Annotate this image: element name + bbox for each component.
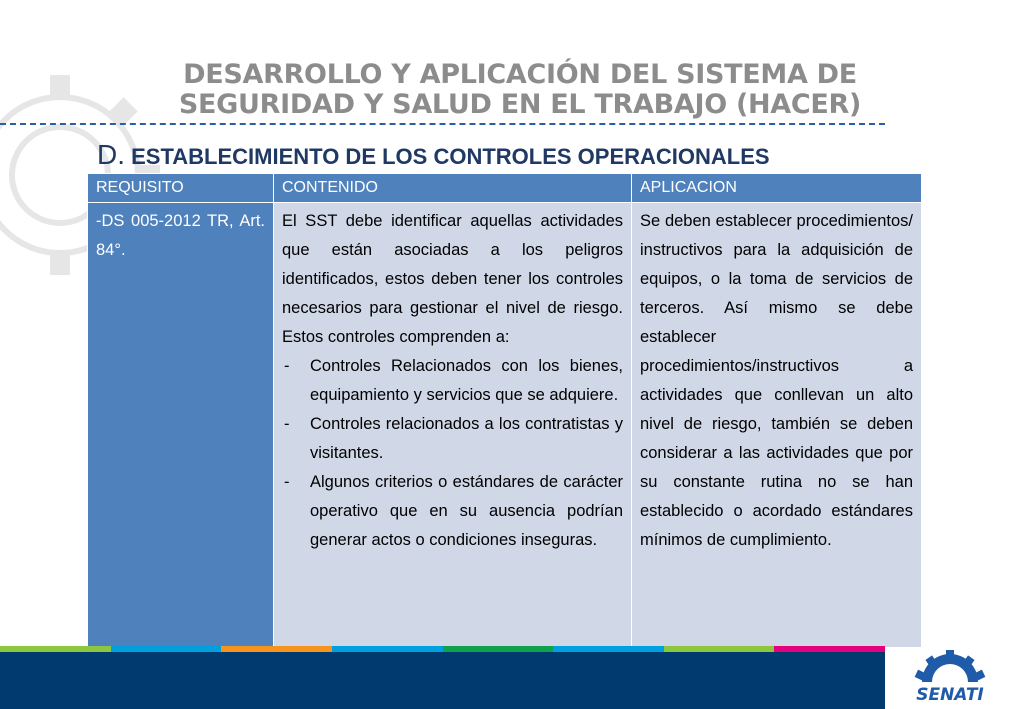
list-item bbox=[282, 410, 623, 468]
header-requisito: REQUISITO bbox=[88, 174, 274, 203]
table-header-row bbox=[88, 174, 922, 203]
requirements-table bbox=[87, 173, 922, 648]
bullet-marker: - bbox=[284, 473, 290, 491]
footer-color-strip bbox=[0, 646, 885, 652]
bullet-text: Algunos criterios o estándares de carácter operativo que en su ausencia podrían generar actos o condiciones inseguras. bbox=[310, 473, 623, 549]
cell-aplicacion: Se deben establecer procedimientos/ instructivos para la adquisición de equipos, o la toma de servicios de terceros. Así mismo se debe establecer procedimientos/instructivos a actividades que conllevan un alto nivel de riesgo, también se deben considerar a las actividades que por su constante rutina no se han establecido o acordado estándares mínimos de cumplimiento. bbox=[632, 203, 922, 648]
color-strip-segment bbox=[443, 646, 554, 652]
cell-contenido bbox=[274, 203, 632, 648]
dashed-divider bbox=[0, 123, 885, 125]
list-item bbox=[282, 468, 623, 555]
cell-requisito: -DS 005-2012 TR, Art. 84°. bbox=[88, 203, 274, 648]
color-strip-segment bbox=[553, 646, 664, 652]
page-title bbox=[150, 60, 890, 120]
color-strip-segment bbox=[332, 646, 443, 652]
color-strip-segment bbox=[111, 646, 222, 652]
title-line-2: SEGURIDAD Y SALUD EN EL TRABAJO (HACER) bbox=[178, 89, 862, 120]
color-strip-segment bbox=[0, 646, 111, 652]
table-row bbox=[88, 203, 922, 648]
footer-band bbox=[0, 646, 885, 709]
senati-logo bbox=[900, 648, 1000, 704]
color-strip-segment bbox=[221, 646, 332, 652]
logo-text: SENATI bbox=[916, 685, 984, 704]
header-contenido: CONTENIDO bbox=[274, 174, 632, 203]
bullet-marker: - bbox=[284, 357, 290, 375]
contenido-intro: El SST debe identificar aquellas actividades que están asociadas a los peligros identificados, estos deben tener los controles necesarios para gestionar el nivel de riesgo. Estos controles comprenden a: bbox=[282, 212, 623, 346]
color-strip-segment bbox=[774, 646, 885, 652]
subtitle-letter: D. bbox=[97, 139, 125, 170]
subtitle-text: ESTABLECIMIENTO DE LOS CONTROLES OPERACIONALES bbox=[131, 144, 770, 169]
bullet-text: Controles Relacionados con los bienes, equipamiento y servicios que se adquiere. bbox=[310, 357, 623, 404]
section-subtitle bbox=[97, 140, 770, 172]
contenido-bullet-list bbox=[282, 352, 623, 555]
title-line-1: DESARROLLO Y APLICACIÓN DEL SISTEMA DE bbox=[183, 59, 857, 90]
list-item bbox=[282, 352, 623, 410]
bullet-text: Controles relacionados a los contratistas y visitantes. bbox=[310, 415, 623, 462]
color-strip-segment bbox=[664, 646, 775, 652]
bullet-marker: - bbox=[284, 415, 290, 433]
header-aplicacion: APLICACION bbox=[632, 174, 922, 203]
